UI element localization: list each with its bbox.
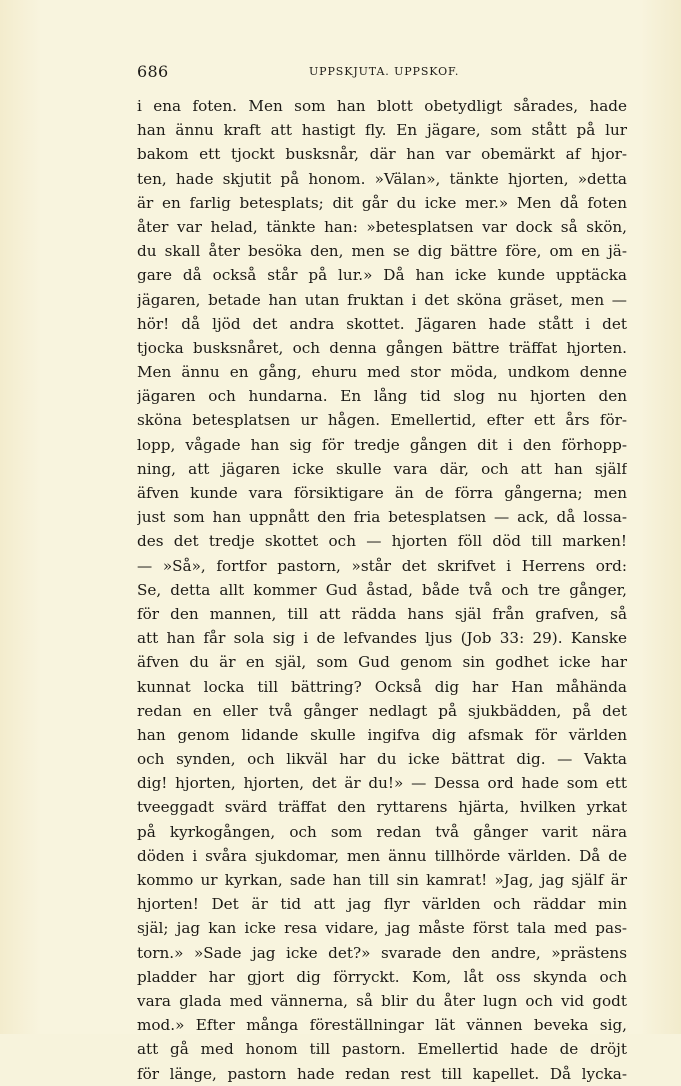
text-line: jägaren och hundarna. En lång tid slog nu hjorten den	[137, 387, 627, 406]
page-header	[137, 62, 627, 84]
running-head: UPPSKJUTA. UPPSKOF.	[309, 65, 460, 78]
text-line: ning, att jägaren icke skulle vara där, och att han själf	[137, 459, 627, 478]
text-line: gare då också står på lur.» Då han icke kunde upptäcka	[137, 266, 627, 285]
text-line: han ännu kraft att hastigt fly. En jägare, som stått på lur	[137, 121, 627, 140]
text-line: tjocka busksnåret, och denna gången bättre träffat hjorten.	[137, 338, 627, 357]
text-line: torn.» »Sade jag icke det?» svarade den andre, »prästens	[137, 943, 627, 962]
text-line: han genom lidande skulle ingifva dig afsmak för världen	[137, 725, 627, 744]
text-line: åter var helad, tänkte han: »betesplatsen var dock så skön,	[137, 217, 627, 236]
text-line: Se, detta allt kommer Gud åstad, både två och tre gånger,	[137, 580, 627, 599]
text-line: i ena foten. Men som han blott obetydligt sårades, hade	[137, 97, 627, 115]
body-text	[137, 94, 627, 1086]
text-line: du skall åter besöka den, men se dig bättre före, om en jä-	[137, 242, 627, 261]
text-line: ten, hade skjutit på honom. »Välan», tänkte hjorten, »detta	[137, 169, 627, 188]
text-line: des det tredje skottet och — hjorten föll död till marken!	[137, 532, 627, 551]
text-line: äfven kunde vara försiktigare än de förra gångerna; men	[137, 484, 627, 502]
text-line: dig! hjorten, hjorten, det är du!» — Dessa ord hade som ett	[137, 774, 627, 793]
text-line: bakom ett tjockt busksnår, där han var obemärkt af hjor-	[137, 145, 627, 164]
text-line: äfven du är en själ, som Gud genom sin godhet icke har	[137, 653, 627, 672]
text-line: lopp, vågade han sig för tredje gången dit i den förhopp-	[137, 435, 627, 454]
text-line: jägaren, betade han utan fruktan i det sköna gräset, men —	[137, 290, 627, 309]
text-line: på kyrkogången, och som redan två gånger varit nära	[137, 822, 627, 841]
text-line: för länge, pastorn hade redan rest till kapellet. Då lycka-	[137, 1064, 627, 1083]
text-line: hör! då ljöd det andra skottet. Jägaren hade stått i det	[137, 314, 627, 333]
text-line: att gå med honom till pastorn. Emellertid hade de dröjt	[137, 1040, 627, 1059]
text-line: kunnat locka till bättring? Också dig har Han måhända	[137, 677, 627, 696]
text-line: kommo ur kyrkan, sade han till sin kamrat! »Jag, jag själf är	[137, 871, 627, 889]
page-number: 686	[137, 62, 169, 81]
text-line: just som han uppnått den fria betesplatsen — ack, då lossa-	[137, 508, 627, 527]
text-line: redan en eller två gånger nedlagt på sjukbädden, på det	[137, 701, 627, 720]
text-line: Men ännu en gång, ehuru med stor möda, undkom denne	[137, 363, 627, 382]
text-line: sköna betesplatsen ur hågen. Emellertid, efter ett års för-	[137, 411, 627, 430]
text-line: är en farlig betesplats; dit går du icke mer.» Men då foten	[137, 193, 627, 212]
text-line: — »Så», fortfor pastorn, »står det skrifvet i Herrens ord:	[137, 556, 627, 575]
text-line: för den mannen, till att rädda hans själ från grafven, så	[137, 604, 627, 623]
text-line: att han får sola sig i de lefvandes ljus (Job 33: 29). Kanske	[137, 629, 627, 648]
text-line: hjorten! Det är tid att jag flyr världen och räddar min	[137, 895, 627, 914]
text-line: själ; jag kan icke resa vidare, jag måste först tala med pas-	[137, 919, 627, 938]
text-line: och synden, och likväl har du icke bättrat dig. — Vakta	[137, 750, 627, 769]
text-line: döden i svåra sjukdomar, men ännu tillhörde världen. Då de	[137, 846, 627, 865]
text-line: pladder har gjort dig förryckt. Kom, låt oss skynda och	[137, 967, 627, 986]
text-line: tveeggadt svärd träffat den ryttarens hjärta, hvilken yrkat	[137, 798, 627, 817]
text-line: mod.» Efter många föreställningar lät vännen beveka sig,	[137, 1016, 627, 1035]
text-line: vara glada med vännerna, så blir du åter lugn och vid godt	[137, 991, 627, 1010]
